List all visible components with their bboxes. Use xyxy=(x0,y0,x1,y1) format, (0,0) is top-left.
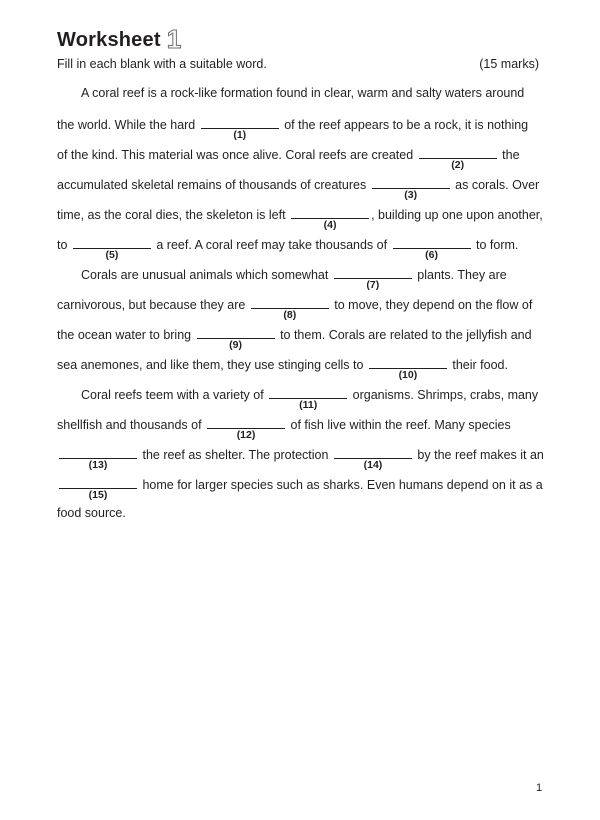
answer-blank[interactable] xyxy=(251,294,329,321)
answer-blank[interactable] xyxy=(419,144,497,171)
blank-number-label: (5) xyxy=(105,249,119,261)
passage-text: food source. xyxy=(57,506,126,520)
blank-number-label: (6) xyxy=(425,249,438,261)
passage-line xyxy=(57,144,543,174)
blank-number-label: (3) xyxy=(404,189,418,201)
passage-text: the xyxy=(498,148,520,162)
passage-text: of the reef appears to be a rock, it is nothing xyxy=(280,118,529,132)
blank-number-label: (13) xyxy=(88,459,108,471)
blank-number-label: (10) xyxy=(398,369,418,381)
passage-line xyxy=(57,324,543,354)
passage-text: Coral reefs teem with a variety of xyxy=(81,388,268,402)
worksheet-title-text: Worksheet xyxy=(57,29,161,51)
passage-text: a reef. A coral reef may take thousands of xyxy=(152,238,391,252)
passage-line xyxy=(57,174,543,204)
passage-text: to form. xyxy=(472,238,519,252)
blank-number-label: (15) xyxy=(88,489,108,501)
blank-number-label: (11) xyxy=(299,399,318,411)
passage-line xyxy=(57,84,543,114)
instruction-text: Fill in each blank with a suitable word. xyxy=(57,57,267,71)
passage-text: of the kind. This material was once alive. Coral reefs are created xyxy=(57,148,417,162)
passage-text: as corals. Over xyxy=(451,178,540,192)
passage-text: to them. Corals are related to the jellyfish and xyxy=(276,328,532,342)
passage-line xyxy=(57,294,543,324)
passage-text: by the reef makes it an xyxy=(413,448,544,462)
passage-text: home for larger species such as sharks. Even humans depend on it as a xyxy=(139,478,543,492)
cloze-passage xyxy=(57,84,543,534)
blank-number-label: (1) xyxy=(233,129,247,141)
blank-number-label: (2) xyxy=(451,159,465,171)
passage-text: to xyxy=(57,238,71,252)
answer-blank[interactable] xyxy=(269,384,347,411)
passage-line xyxy=(57,504,543,534)
page-number: 1 xyxy=(536,782,543,794)
answer-blank[interactable] xyxy=(201,114,279,141)
passage-text: , building up one upon another, xyxy=(371,208,543,222)
passage-line xyxy=(57,384,543,414)
answer-blank[interactable] xyxy=(73,234,151,261)
answer-blank[interactable] xyxy=(372,174,450,201)
passage-line xyxy=(57,204,543,234)
passage-line xyxy=(57,474,543,504)
answer-blank[interactable] xyxy=(393,234,471,261)
passage-text: carnivorous, but because they are xyxy=(57,298,249,312)
passage-text: the ocean water to bring xyxy=(57,328,195,342)
answer-blank[interactable] xyxy=(59,444,137,471)
answer-blank[interactable] xyxy=(291,204,369,231)
answer-blank[interactable] xyxy=(207,414,285,441)
blank-number-label: (8) xyxy=(283,309,297,321)
answer-blank[interactable] xyxy=(334,444,412,471)
passage-text: shellfish and thousands of xyxy=(57,418,206,432)
answer-blank[interactable] xyxy=(334,264,412,291)
passage-text: A coral reef is a rock-like formation found in clear, warm and salty waters around xyxy=(81,86,525,100)
answer-blank[interactable] xyxy=(197,324,275,351)
answer-blank[interactable] xyxy=(59,474,137,501)
passage-text: time, as the coral dies, the skeleton is left xyxy=(57,208,290,222)
blank-number-label: (12) xyxy=(236,429,256,441)
passage-text: to move, they depend on the flow of xyxy=(330,298,533,312)
blank-number-label: (9) xyxy=(229,339,243,351)
answer-blank[interactable] xyxy=(369,354,447,381)
passage-line xyxy=(57,234,543,264)
passage-line xyxy=(57,444,543,474)
blank-number-label: (14) xyxy=(363,459,383,471)
passage-text: of fish live within the reef. Many species xyxy=(287,418,511,432)
worksheet-number: 1 xyxy=(166,24,182,54)
blank-number-label: (7) xyxy=(366,279,380,291)
passage-text: the reef as shelter. The protection xyxy=(139,448,332,462)
total-marks: (15 marks) xyxy=(479,57,539,71)
passage-line xyxy=(57,414,543,444)
passage-text: Corals are unusual animals which somewhat xyxy=(81,268,332,282)
passage-line xyxy=(57,264,543,294)
worksheet-title xyxy=(57,22,181,53)
passage-text: plants. They are xyxy=(413,268,507,282)
passage-text: their food. xyxy=(448,358,508,372)
blank-number-label: (4) xyxy=(323,219,337,231)
passage-text: accumulated skeletal remains of thousands of creatures xyxy=(57,178,370,192)
passage-line xyxy=(57,114,543,144)
passage-line xyxy=(57,354,543,384)
passage-text: sea anemones, and like them, they use stinging cells to xyxy=(57,358,367,372)
passage-text: organisms. Shrimps, crabs, many xyxy=(349,388,539,402)
passage-text: the world. While the hard xyxy=(57,118,199,132)
